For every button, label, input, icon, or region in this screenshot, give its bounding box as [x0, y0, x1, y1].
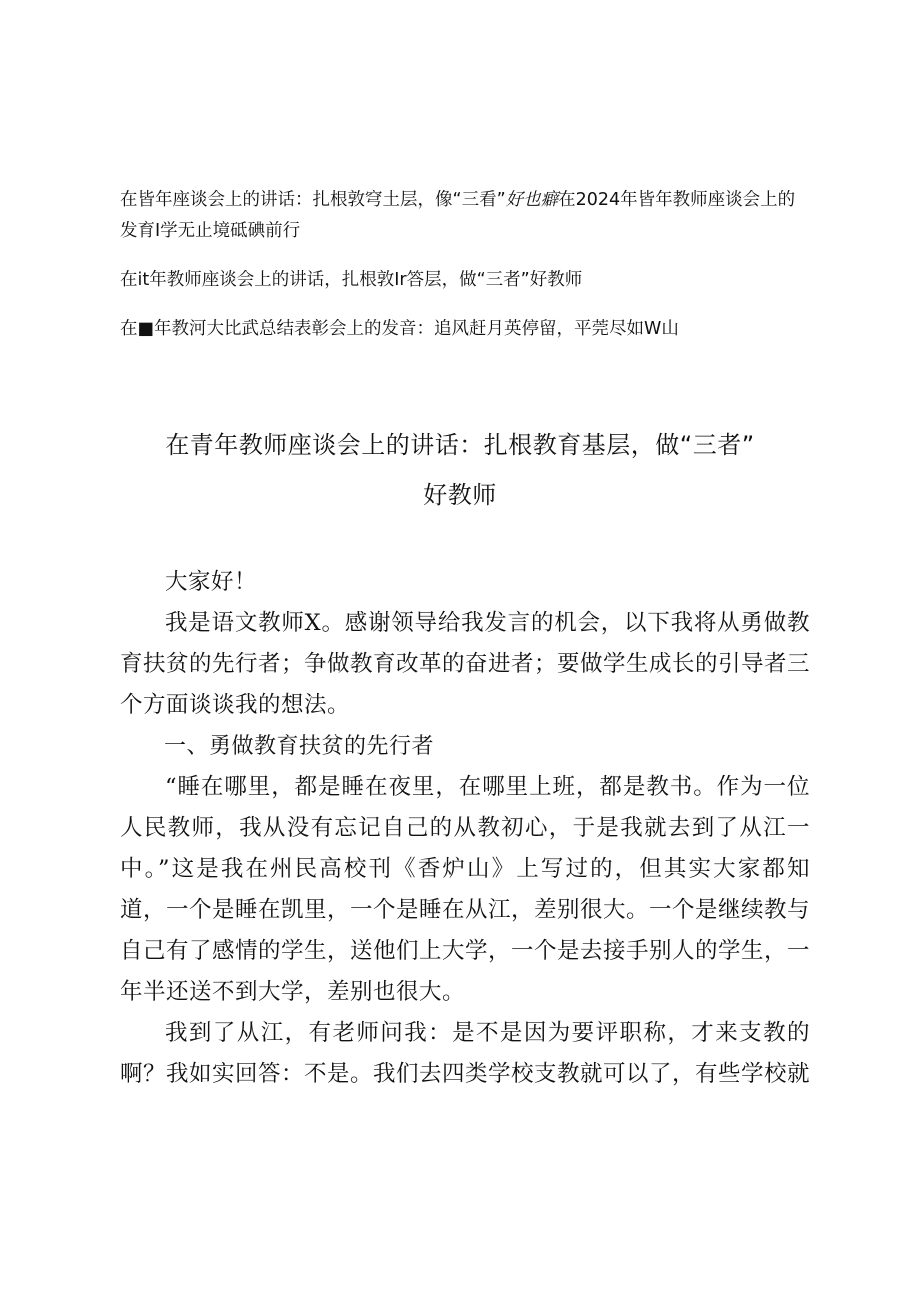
related-article-title: 在■年教河大比武总结表彰会上的发音：追风赶月英停留，平莞尽如W山	[120, 319, 679, 339]
related-article-title-part: 在2024年皆年教师座谈会上的发育I学无止境砥碘前行	[120, 190, 796, 241]
related-article-title-italic: 好也癖	[505, 190, 559, 210]
document-title-line-2: 好教师	[423, 481, 497, 509]
related-article-link-3[interactable]	[120, 314, 810, 345]
related-article-title-part: 在皆年座谈会上的讲话：扎根敦穹土层，像“三看”	[120, 190, 506, 210]
section1-paragraph-1: “睡在哪里，都是睡在夜里，在哪里上班，都是教书。作为一位人民教师，我从没有忘记自己的从教初心，于是我就去到了从江一中。”这是我在州民高校刊《香炉山》上写过的，但其实大家都知道，一个是睡在凯里，一个是睡在从江，差别很大。一个是继续教与自己有了感情的学生，送他们上大学，一个是去接手别人的学生，一年半还送不到大学，差别也很大。	[120, 774, 811, 1005]
section1-paragraph-2: 我到了从江，有老师问我：是不是因为要评职称，才来支教的啊？我如实回答：不是。我们去四类学校支教就可以了，有些学校就	[120, 1020, 811, 1087]
related-article-title: 在it年教师座谈会上的讲话，扎根敦Ir答层，做“三者”好教师	[120, 270, 583, 290]
section-heading-1: 一、勇做教育扶贫的先行者	[164, 734, 435, 759]
document-title	[100, 420, 820, 520]
document-title-line-1: 在青年教师座谈会上的讲话：扎根教育基层，做“三者”	[165, 431, 755, 459]
related-articles-list	[120, 185, 810, 363]
intro-paragraph: 我是语文教师X。感谢领导给我发言的机会，以下我将从勇做教育扶贫的先行者；争做教育改革的奋进者；要做学生成长的引导者三个方面谈谈我的想法。	[120, 610, 811, 718]
greeting: 大家好！	[165, 569, 258, 595]
related-article-link-1[interactable]	[120, 185, 810, 247]
document-body	[120, 562, 810, 1095]
related-article-link-2[interactable]	[120, 265, 810, 296]
